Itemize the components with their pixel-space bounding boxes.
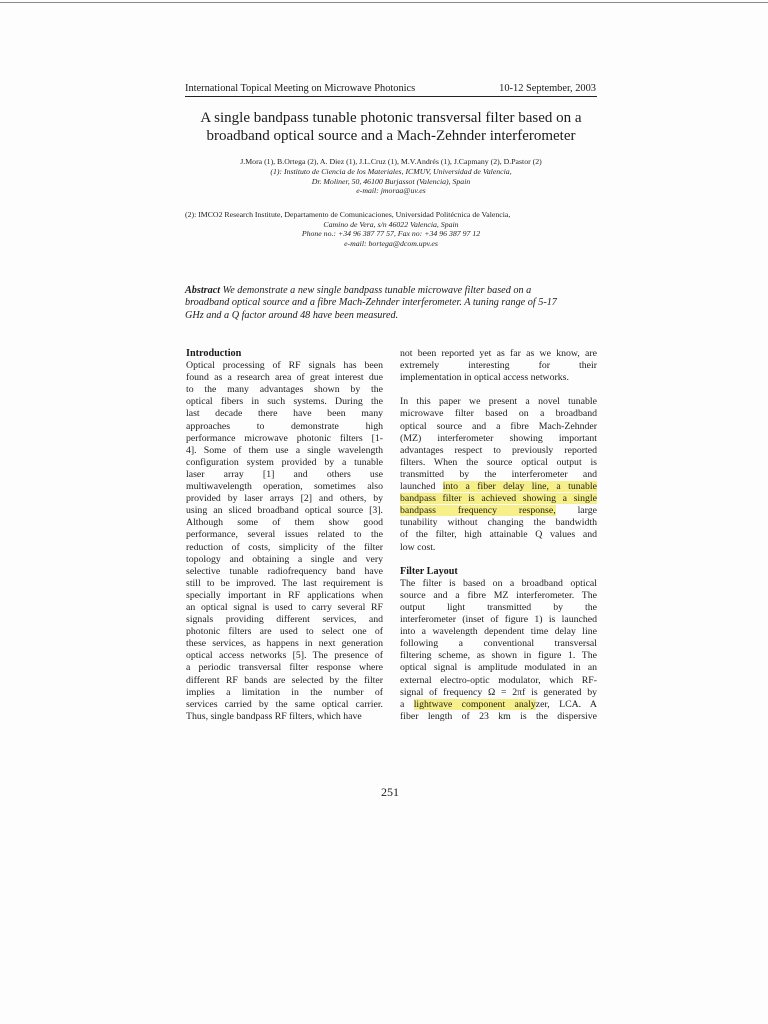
highlighted-text: into a fiber delay line, a tunable: [442, 481, 597, 493]
text-line: laser array [1] and others use: [186, 468, 383, 480]
text-line: a periodic transversal filter response where: [186, 662, 383, 674]
abstract-label: Abstract: [185, 285, 221, 296]
text-line: performance, several issues related to the: [186, 529, 383, 541]
text-line: last decade there have been many: [186, 408, 383, 420]
text-segment: launched: [400, 481, 443, 493]
text-segment: large: [555, 505, 597, 517]
text-line: an optical signal is used to carry several RF: [186, 601, 383, 613]
text-line: photonic filters are used to select one of: [186, 626, 383, 638]
paper-title: A single bandpass tunable photonic transversal filter based on a broadband optical source and a Mach-Zehnder interferometer: [200, 110, 582, 144]
text-segment: zer, LCA. A: [535, 698, 597, 710]
running-header-dates: 10-12 September, 2003: [499, 83, 596, 94]
highlighted-text: bandpass frequency response,: [400, 505, 556, 517]
text-line: [400, 505, 597, 517]
text-line: Optical processing of RF signals has been: [186, 360, 383, 372]
text-line: approaches to demonstrate high: [186, 420, 383, 432]
text-line: Thus, single bandpass RF filters, which have: [186, 710, 362, 722]
highlighted-text: lightwave component analy: [413, 698, 536, 710]
text-line: fiber length of 23 km is the dispersive: [400, 710, 597, 722]
text-line: optical access networks [5]. The presence of: [186, 650, 383, 662]
text-line: external electro-optic modulator, which RF-: [400, 674, 597, 686]
text-line: of the filter, high attainable Q values and: [400, 529, 597, 541]
text-line: signals providing different services, and: [186, 614, 383, 626]
column-right: [400, 348, 597, 723]
text-line: different RF bands are selected by the filter: [186, 674, 383, 686]
text-line: extremely interesting for their: [400, 360, 597, 372]
section-heading-filter-layout: Filter Layout: [400, 565, 458, 577]
text-line: output light transmitted by the: [400, 601, 597, 613]
text-line: optical source and a fibre Mach-Zehnder: [400, 420, 597, 432]
column-left: [186, 348, 383, 723]
affiliation-2: (2): IMCO2 Research Institute, Departamento de Comunicaciones, Universidad Politécnica de Valencia, Camino de Vera, s/n 46022 Valencia, Spain Phone no.: +34 96 387 77 57, Fax no: +34 96 387 97 12 e-mail: bortega@dcom.upv.es: [185, 210, 511, 248]
text-line: services carried by the same optical carrier.: [186, 698, 383, 710]
text-line: advantages respect to previously reported: [400, 444, 597, 456]
text-line: these services, as happens in next generation: [186, 638, 383, 650]
text-line: found as a research area of great interest due: [186, 372, 383, 384]
running-header-conference: International Topical Meeting on Microwave Photonics: [185, 83, 416, 94]
text-line: following a conventional transversal: [400, 638, 597, 650]
text-line: reduction of costs, simplicity of the filter: [186, 541, 383, 553]
text-line: low cost.: [400, 541, 436, 553]
text-line: [400, 699, 597, 711]
text-line: to the many advantages shown by the: [186, 384, 383, 396]
author-list: J.Mora (1), B.Ortega (2), A. Diez (1), J.L.Cruz (1), M.V.Andrés (1), J.Capmany (2), D.Pastor (2): [240, 157, 542, 166]
text-line: filtering scheme, as shown in figure 1. The: [400, 650, 597, 662]
text-line: [400, 481, 597, 493]
text-line: source and a fibre MZ interferometer. The: [400, 589, 597, 601]
text-line: interferometer (inset of figure 1) is launched: [400, 614, 597, 626]
text-line: topology and obtaining a single and very: [186, 553, 383, 565]
text-line: microwave filter based on a broadband: [400, 408, 597, 420]
text-line: tunability without changing the bandwidth: [400, 517, 597, 529]
section-heading-introduction: Introduction: [186, 348, 242, 359]
text-line: implies a limitation in the number of: [186, 686, 383, 698]
header-rule: [185, 96, 597, 97]
text-line: transmitted by the interferometer and: [400, 468, 597, 480]
text-line: specially important in RF applications when: [186, 589, 383, 601]
text-line: implementation in optical access networks.: [400, 372, 569, 384]
text-line: still to be improved. The last requirement is: [186, 577, 383, 589]
text-line: filters. When the source optical output is: [400, 456, 597, 468]
text-line: multiwavelength operation, sometimes also: [186, 481, 383, 493]
text-line: optical signal is amplitude modulated in an: [400, 662, 597, 674]
text-line: selective tunable radiofrequency band have: [186, 565, 383, 577]
text-segment: a: [400, 698, 414, 710]
affiliation-1: (1): Instituto de Ciencia de los Materiales, ICMUV, Universidad de Valencia, Dr. Moliner, 50, 46100 Burjassot (Valencia), Spain e-mail: jmoraa@uv.es: [270, 167, 512, 196]
abstract: Abstract We demonstrate a new single bandpass tunable microwave filter based on a broadband optical source and a fibre Mach-Zehnder interferometer. A tuning range of 5-17 GHz and a Q factor around 48 have been measured.: [185, 285, 557, 321]
text-line: (MZ) interferometer showing important: [400, 432, 597, 444]
text-line: signal of frequency Ω = 2πf is generated by: [400, 686, 597, 698]
text-line: into a wavelength dependent time delay line: [400, 626, 597, 638]
page-number: 251: [381, 785, 399, 799]
text-line: using an sliced broadband optical source [3].: [186, 505, 383, 517]
paragraph-gap: [400, 554, 597, 566]
highlighted-text: bandpass filter is achieved showing a single: [400, 493, 597, 505]
text-line: [400, 493, 597, 505]
paragraph-gap: [400, 384, 597, 396]
text-line: optical fibers in such systems. During the: [186, 396, 383, 408]
text-line: 4]. Some of them use a single wavelength: [186, 444, 383, 456]
text-line: Although some of them show good: [186, 517, 383, 529]
text-line: In this paper we present a novel tunable: [400, 396, 597, 408]
text-line: provided by laser arrays [2] and others, by: [186, 493, 383, 505]
text-line: performance microwave photonic filters [1-: [186, 432, 383, 444]
text-line: The filter is based on a broadband optical: [400, 577, 597, 589]
text-line: not been reported yet as far as we know, are: [400, 348, 597, 359]
text-line: configuration system provided by a tunable: [186, 456, 383, 468]
scan-top-edge: [0, 2, 768, 3]
